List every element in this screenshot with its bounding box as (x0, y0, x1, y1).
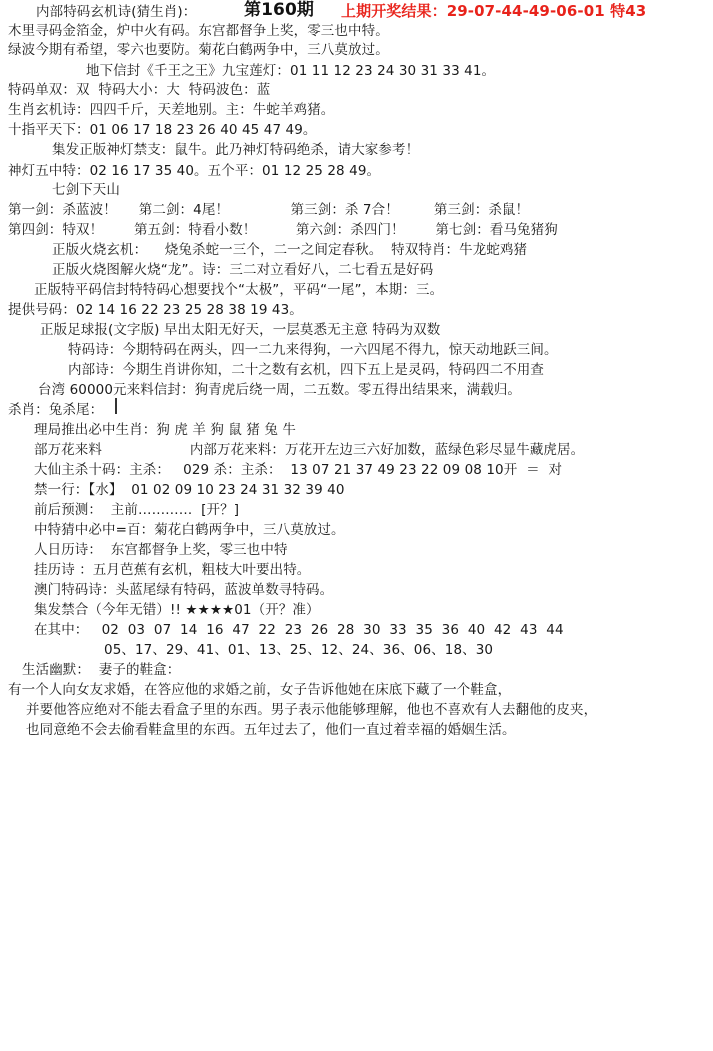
text-line: 正版火烧图解火烧“龙”。诗：三二对立看好八，二七看五是好码 (52, 262, 434, 278)
text-line: 在其中： 02 03 07 14 16 47 22 23 26 28 30 33 35 36 40 42 43 44 (34, 622, 564, 638)
text-line: 集发禁合（今年无错）!! ★★★★01（开？准） (34, 602, 320, 618)
text-line: 正版火烧玄机： 烧兔杀蛇一三个，二一之间定春秋。 特双特肖：牛龙蛇鸡猪 (52, 242, 528, 258)
text-line: 有一个人向女友求婚，在答应他的求婚之前，女子告诉他她在床底下藏了一个鞋盒， (8, 682, 512, 698)
text-line: 第一剑：杀蓝波！ 第二剑：4尾！ 第三剑：杀 7合！ 第三剑：杀鼠！ (8, 202, 530, 218)
text-line: 澳门特码诗：头蓝尾绿有特码，蓝波单数寻特码。 (34, 582, 334, 598)
text-line: 前后预测： 主前………… [开？] (34, 502, 240, 518)
text-line: 禁一行：【水】 01 02 09 10 23 24 31 32 39 40 (34, 482, 345, 498)
last-draw-result: 上期开奖结果：29-07-44-49-06-01 特43 (341, 2, 647, 20)
text-line: 集发正版神灯禁支：鼠牛。此乃神灯特码绝杀，请大家参考！ (52, 142, 420, 158)
text-line: 第四剑：特双！ 第五剑：特看小数！ 第六剑：杀四门！ 第七剑：看马兔猪狗 (8, 222, 558, 238)
text-line: 人日历诗： 东宫都督争上奖，零三也中特 (34, 542, 288, 558)
text-line: 部万花来料 内部万花来料：万花开左边三六好加数，蓝绿色彩尽显牛藏虎居。 (34, 442, 585, 458)
text-line: 木里寻码金箔金，炉中火有码。东宫都督争上奖，零三也中特。 (8, 23, 389, 39)
text-line: 特码诗：今期特码在两头，四一二九来得狗，一六四尾不得九，惊天动地跃三间。 (68, 342, 558, 358)
issue-title: 第160期 (244, 0, 314, 20)
section-heading: 七剑下天山 (52, 182, 120, 198)
header-left-label: 内部特码玄机诗(猜生肖)： (36, 4, 197, 20)
text-line: 十指平天下：01 06 17 18 23 26 40 45 47 49。 (8, 122, 317, 138)
text-line: 05、17、29、41、01、13、25、12、24、36、06、18、30 (104, 642, 494, 658)
text-line: 理局推出必中生肖：狗 虎 羊 狗 鼠 猪 兔 牛 (34, 422, 296, 438)
text-line: 台湾 60000元来料信封：狗青虎后绕一周，二五数。零五得出结果来，满载归。 (38, 382, 522, 398)
text-line: 绿波今期有希望，零六也要防。菊花白鹤两争中，三八莫放过。 (8, 42, 389, 58)
text-line: 神灯五中特：02 16 17 35 40。五个平：01 12 25 28 49。 (8, 163, 381, 179)
text-line: 正版特平码信封特特码心想要找个“太极”，平码“一尾”，本期：三。 (34, 282, 444, 298)
text-line: 内部诗：今期生肖讲你知，二十之数有玄机，四下五上是灵码，特码四二不用查 (68, 362, 544, 378)
text-line: 生活幽默： 妻子的鞋盒： (22, 662, 181, 678)
text-line: 正版足球报(文字版) 早出太阳无好天，一层莫悉无主意 特码为双数 (40, 322, 441, 338)
text-line: 并要他答应绝对不能去看盒子里的东西。男子表示他能够理解，他也不喜欢有人去翻他的皮夹， (26, 702, 598, 718)
text-line: 地下信封《千王之王》九宝莲灯：01 11 12 23 24 30 31 33 41。 (86, 63, 496, 79)
text-line: 挂历诗 ：五月芭蕉有玄机，粗枝大叶要出特。 (34, 562, 311, 578)
text-line: 特码单双：双 特码大小：大 特码波色：蓝 (8, 82, 271, 98)
text-line: 生肖玄机诗：四四千斤，天差地别。主：牛蛇羊鸡猪。 (8, 102, 335, 118)
text-line: 提供号码：02 14 16 22 23 25 28 38 19 43。 (8, 302, 303, 318)
text-line: 中特猜中必中=百：菊花白鹤两争中，三八莫放过。 (34, 522, 345, 538)
text-line: 杀肖：兔杀尾： (8, 402, 104, 418)
text-line: 大仙主杀十码：主杀： 029 杀：主杀： 13 07 21 37 49 23 22 09 08 10开 ＝ 对 (34, 462, 563, 478)
text-line: 也同意绝不会去偷看鞋盒里的东西。五年过去了，他们一直过着幸福的婚姻生活。 (26, 722, 516, 738)
text-cursor-mark (115, 398, 117, 414)
